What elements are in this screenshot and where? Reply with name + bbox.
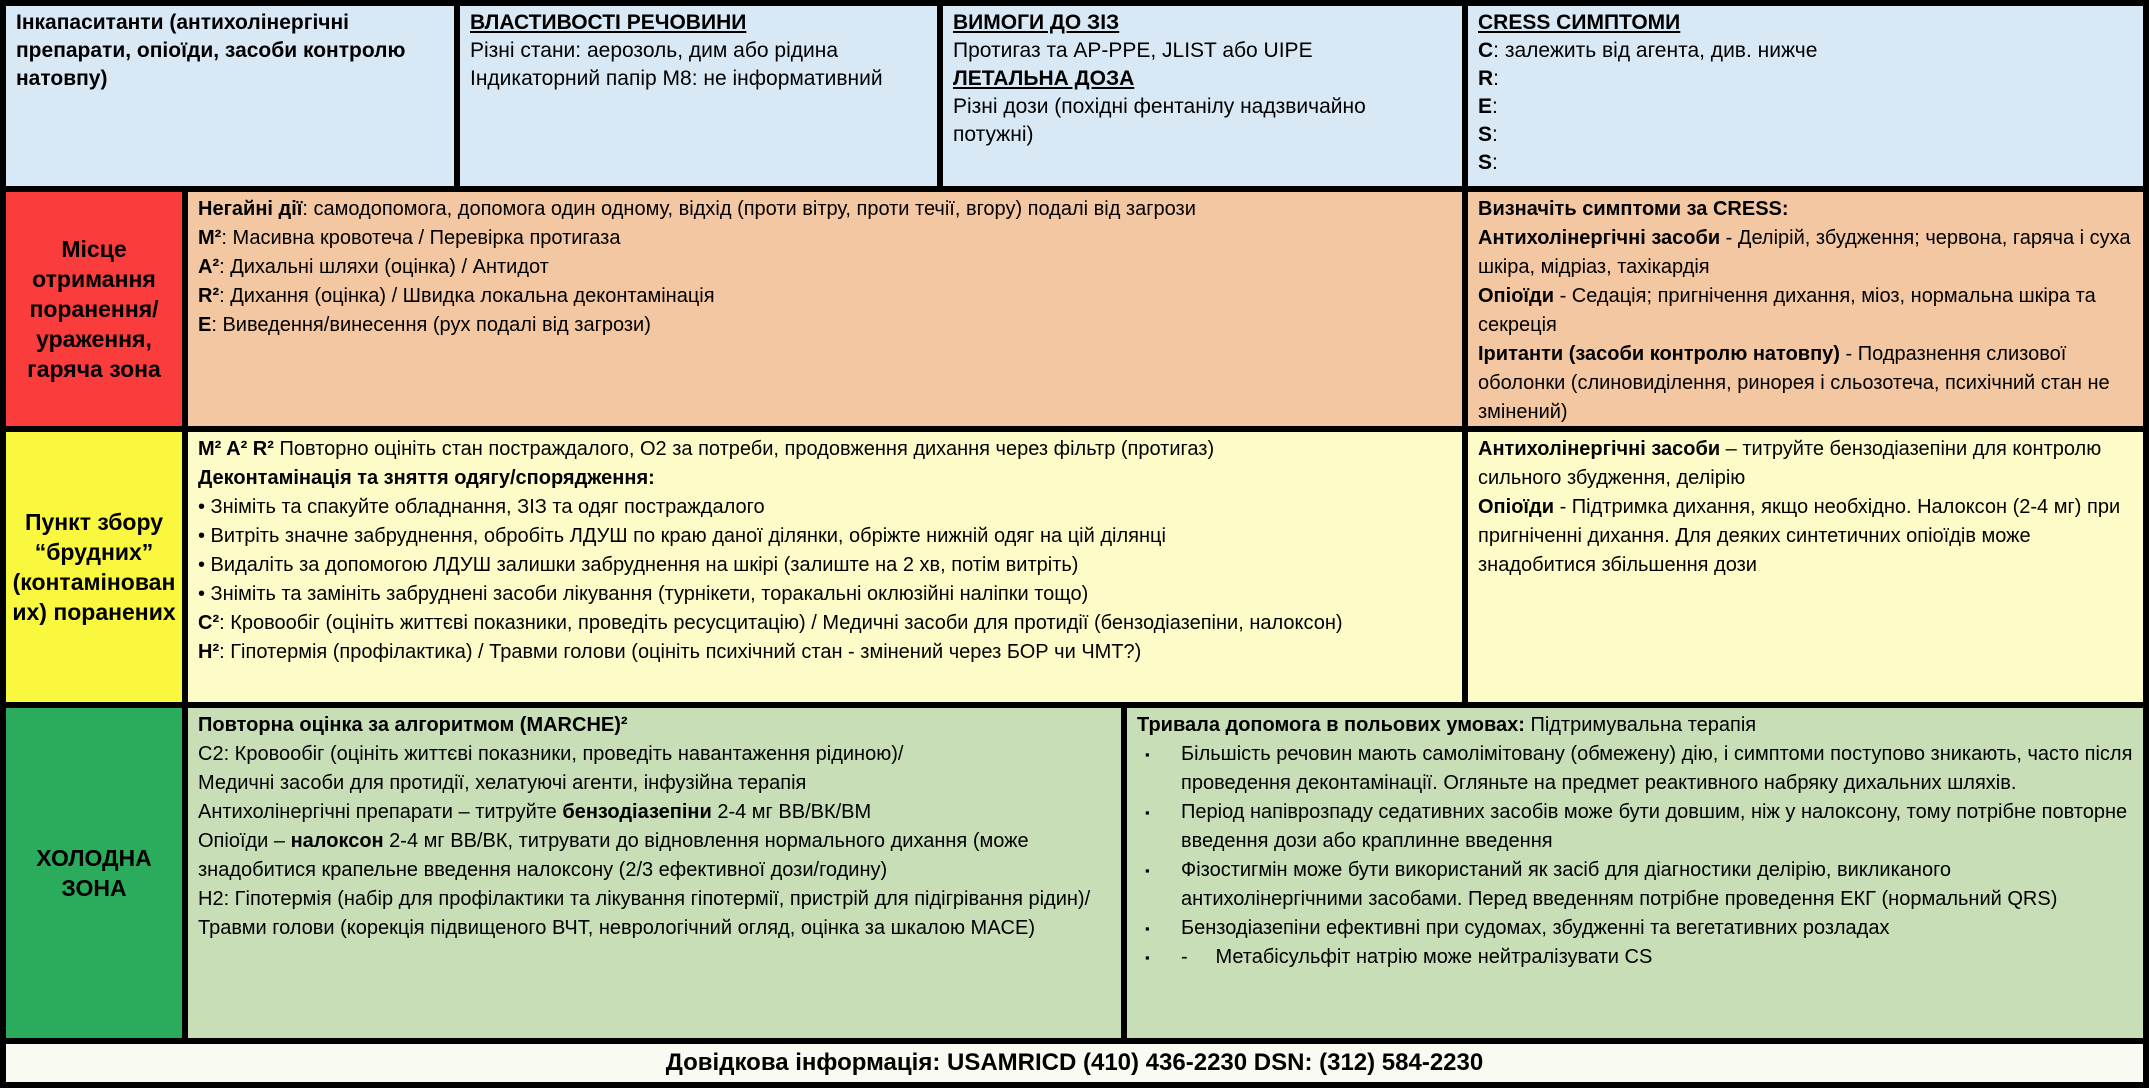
text-line [198, 195, 1452, 224]
text-line [953, 65, 1452, 93]
line-text: • Витріть значне забруднення, обробіть ЛДУШ по краю даної ділянки, обріжте нижній одяг на цій ділянці [198, 525, 1166, 547]
dirty-collection-actions [188, 432, 1462, 702]
text-line [470, 37, 927, 65]
cold-zone-row [6, 708, 2143, 1038]
line-text: Опіоїди - Підтримка дихання, якщо необхідно. Налоксон (2-4 мг) при пригніченні дихання. Для деяких синтетичних опіоїдів може знадобитися збільшення дози [1478, 496, 2121, 576]
text-line [1478, 9, 2133, 37]
text-line [198, 609, 1452, 638]
line-text: Індикаторний папір М8: не інформативний [470, 67, 883, 90]
dirty-collection-row [6, 432, 2143, 702]
line-text: ЛЕТАЛЬНА ДОЗА [953, 67, 1135, 90]
text-line [1478, 37, 2133, 65]
text-line [198, 827, 1111, 885]
text-line [198, 580, 1452, 609]
text-line [198, 282, 1452, 311]
line-text: • Видаліть за допомогою ЛДУШ залишки забруднення на шкірі (залиште на 2 хв, потім витріть) [198, 554, 1079, 576]
text-line [470, 9, 927, 37]
footer-row [6, 1044, 2143, 1082]
line-text: Визначіть симптоми за CRESS: [1478, 198, 1789, 220]
text-line [198, 522, 1452, 551]
cold-zone-reassessment [188, 708, 1121, 1038]
text-line [198, 740, 1111, 769]
header-box-ppe-requirements [943, 6, 1462, 186]
hot-zone-actions [188, 192, 1462, 426]
text-line [198, 464, 1452, 493]
bullet-marker: ▪ [1145, 863, 1150, 878]
text-line [1478, 282, 2133, 340]
line-text: E: [1478, 95, 1498, 118]
text-line [953, 93, 1452, 149]
line-text: Протигаз та AP-PPE, JLIST або UIPE [953, 39, 1313, 62]
header-box-agent-properties [460, 6, 937, 186]
line-text: Негайні дії: самодопомога, допомога один одному, відхід (проти вітру, проти течії, вгору) подалі від загрози [198, 198, 1196, 220]
text-line [953, 37, 1452, 65]
line-text: E: Виведення/винесення (рух подалі від загрози) [198, 314, 651, 336]
cold-zone-label: ХОЛОДНА ЗОНА [6, 708, 182, 1038]
text-line [1137, 711, 2133, 740]
text-line [198, 885, 1111, 943]
text-line [198, 311, 1452, 340]
text-line [1478, 65, 2133, 93]
header-row [6, 6, 2143, 186]
text-line [1478, 340, 2133, 426]
line-text: Тривала допомога в польових умовах: Підтримувальна терапія [1137, 714, 1757, 736]
line-text: H2: Гіпотермія (набір для профілактики та лікування гіпотермії, пристрій для підігрівання рідин)/Травми голови (корекція підвищеного ВЧТ, неврологічний огляд, оцінка за шкалою MACE) [198, 888, 1091, 939]
text-line [1478, 149, 2133, 177]
text-line [1478, 93, 2133, 121]
line-text: Різні стани: аерозоль, дим або рідина [470, 39, 838, 62]
line-text: R: [1478, 67, 1500, 90]
line-text: Іританти (засоби контролю натовпу) - Подразнення слизової оболонки (слиновиділення, ринорея і сльозотеча, психічний стан не змінений) [1478, 343, 2110, 423]
line-text: • Зніміть та спакуйте обладнання, ЗІЗ та одяг постраждалого [198, 496, 765, 518]
line-text: Медичні засоби для протидії, хелатуючі агенти, інфузійна терапія [198, 772, 807, 794]
line-text: - Метабісульфіт натрію може нейтралізувати CS [1181, 946, 1653, 968]
line-text: A²: Дихальні шляхи (оцінка) / Антидот [198, 256, 549, 278]
text-line [1137, 943, 2133, 972]
line-text: Антихолінергічні засоби - Делірій, збудження; червона, гаряча і суха шкіра, мідріаз, тахікардія [1478, 227, 2131, 278]
line-text: C²: Кровообіг (оцініть життєві показники, проведіть ресусцитацію) / Медичні засоби для протидії (бензодіазепіни, налоксон) [198, 612, 1343, 634]
text-line [198, 769, 1111, 798]
text-line [198, 711, 1111, 740]
line-text: Повторна оцінка за алгоритмом (MARCHE)² [198, 714, 628, 736]
hot-zone-row [6, 192, 2143, 426]
line-text: • Зніміть та замініть забруднені засоби лікування (турнікети, торакальні оклюзійні наліпки тощо) [198, 583, 1089, 605]
line-text: Опіоїди - Седація; пригнічення дихання, міоз, нормальна шкіра та секреція [1478, 285, 2096, 336]
text-line [198, 493, 1452, 522]
text-line [198, 798, 1111, 827]
line-text: Антихолінергічні засоби – титруйте бензодіазепіни для контролю сильного збудження, делірію [1478, 438, 2102, 489]
line-text: Більшість речовин мають самолімітовану (обмежену) дію, і симптоми поступово зникають, часто після проведення деконтамінації. Огляньте на предмет реактивного набряку дихальних шляхів. [1181, 743, 2133, 794]
line-text: Антихолінергічні препарати – титруйте бензодіазепіни 2-4 мг ВВ/ВК/ВМ [198, 801, 872, 823]
text-line [1478, 121, 2133, 149]
bullet-marker: ▪ [1145, 747, 1150, 762]
line-text: R²: Дихання (оцінка) / Швидка локальна деконтамінація [198, 285, 715, 307]
line-text: ВЛАСТИВОСТІ РЕЧОВИНИ [470, 11, 747, 34]
line-text: C2: Кровообіг (оцініть життєві показники, проведіть навантаження рідиною)/ [198, 743, 904, 765]
line-text: Інкапаситанти (антихолінергічні препарати, опіоїди, засоби контролю натовпу) [16, 11, 406, 90]
text-line [198, 638, 1452, 667]
line-text: S: [1478, 123, 1498, 146]
text-line [1478, 195, 2133, 224]
text-line [1137, 798, 2133, 856]
line-text: Період напіврозпаду седативних засобів може бути довшим, ніж у налоксону, тому потрібне повторне введення дози або краплинне введення [1181, 801, 2128, 852]
bullet-marker: ▪ [1145, 950, 1150, 965]
line-text: Фізостигмін може бути використаний як засіб для діагностики делірію, викликаного антихолінергічними засобами. Перед введенням потрібне проведення ЕКГ (нормальний QRS) [1181, 859, 2058, 910]
line-text: H²: Гіпотермія (профілактика) / Травми голови (оцініть психічний стан - змінений через БОР чи ЧМТ?) [198, 641, 1142, 663]
header-box-incapacitants [6, 6, 454, 186]
cold-zone-prolonged-care [1127, 708, 2143, 1038]
text-line [198, 551, 1452, 580]
line-text: Бензодіазепіни ефективні при судомах, збудженні та вегетативних розладах [1181, 917, 1890, 939]
text-line [16, 9, 444, 93]
text-line [1137, 856, 2133, 914]
hot-zone-cress-identification [1468, 192, 2143, 426]
line-text: Різні дози (похідні фентанілу надзвичайно потужні) [953, 95, 1366, 146]
line-text: M²: Масивна кровотеча / Перевірка протигаза [198, 227, 621, 249]
text-line [1137, 914, 2133, 943]
line-text: C: залежить від агента, див. нижче [1478, 39, 1818, 62]
line-text: Деконтамінація та зняття одягу/спорядження: [198, 467, 655, 489]
text-line [198, 253, 1452, 282]
hot-zone-label: Місце отримання поранення/ ураження, гаряча зона [6, 192, 182, 426]
header-box-cress-symptoms [1468, 6, 2143, 186]
footer-reference-info: Довідкова інформація: USAMRICD (410) 436-2230 DSN: (312) 584-2230 [6, 1044, 2143, 1082]
line-text: CRESS СИМПТОМИ [1478, 11, 1681, 34]
dirty-collection-treatment [1468, 432, 2143, 702]
dirty-collection-label: Пункт збору “брудних” (контамінованих) поранених [6, 432, 182, 702]
text-line [198, 435, 1452, 464]
text-line [1478, 224, 2133, 282]
line-text: S: [1478, 151, 1498, 174]
text-line [470, 65, 927, 93]
text-line [1137, 740, 2133, 798]
text-line [953, 9, 1452, 37]
line-text: ВИМОГИ ДО ЗІЗ [953, 11, 1120, 34]
text-line [1478, 435, 2133, 493]
text-line [1478, 493, 2133, 580]
bullet-marker: ▪ [1145, 805, 1150, 820]
line-text: M² A² R² Повторно оцініть стан постраждалого, O2 за потреби, продовження дихання через фільтр (протигаз) [198, 438, 1215, 460]
line-text: Опіоїди – налоксон 2-4 мг ВВ/ВК, титрувати до відновлення нормального дихання (може знадобитися крапельне введення налоксону (2/3 ефективної дози/годину) [198, 830, 1029, 881]
bullet-marker: ▪ [1145, 921, 1150, 936]
text-line [198, 224, 1452, 253]
